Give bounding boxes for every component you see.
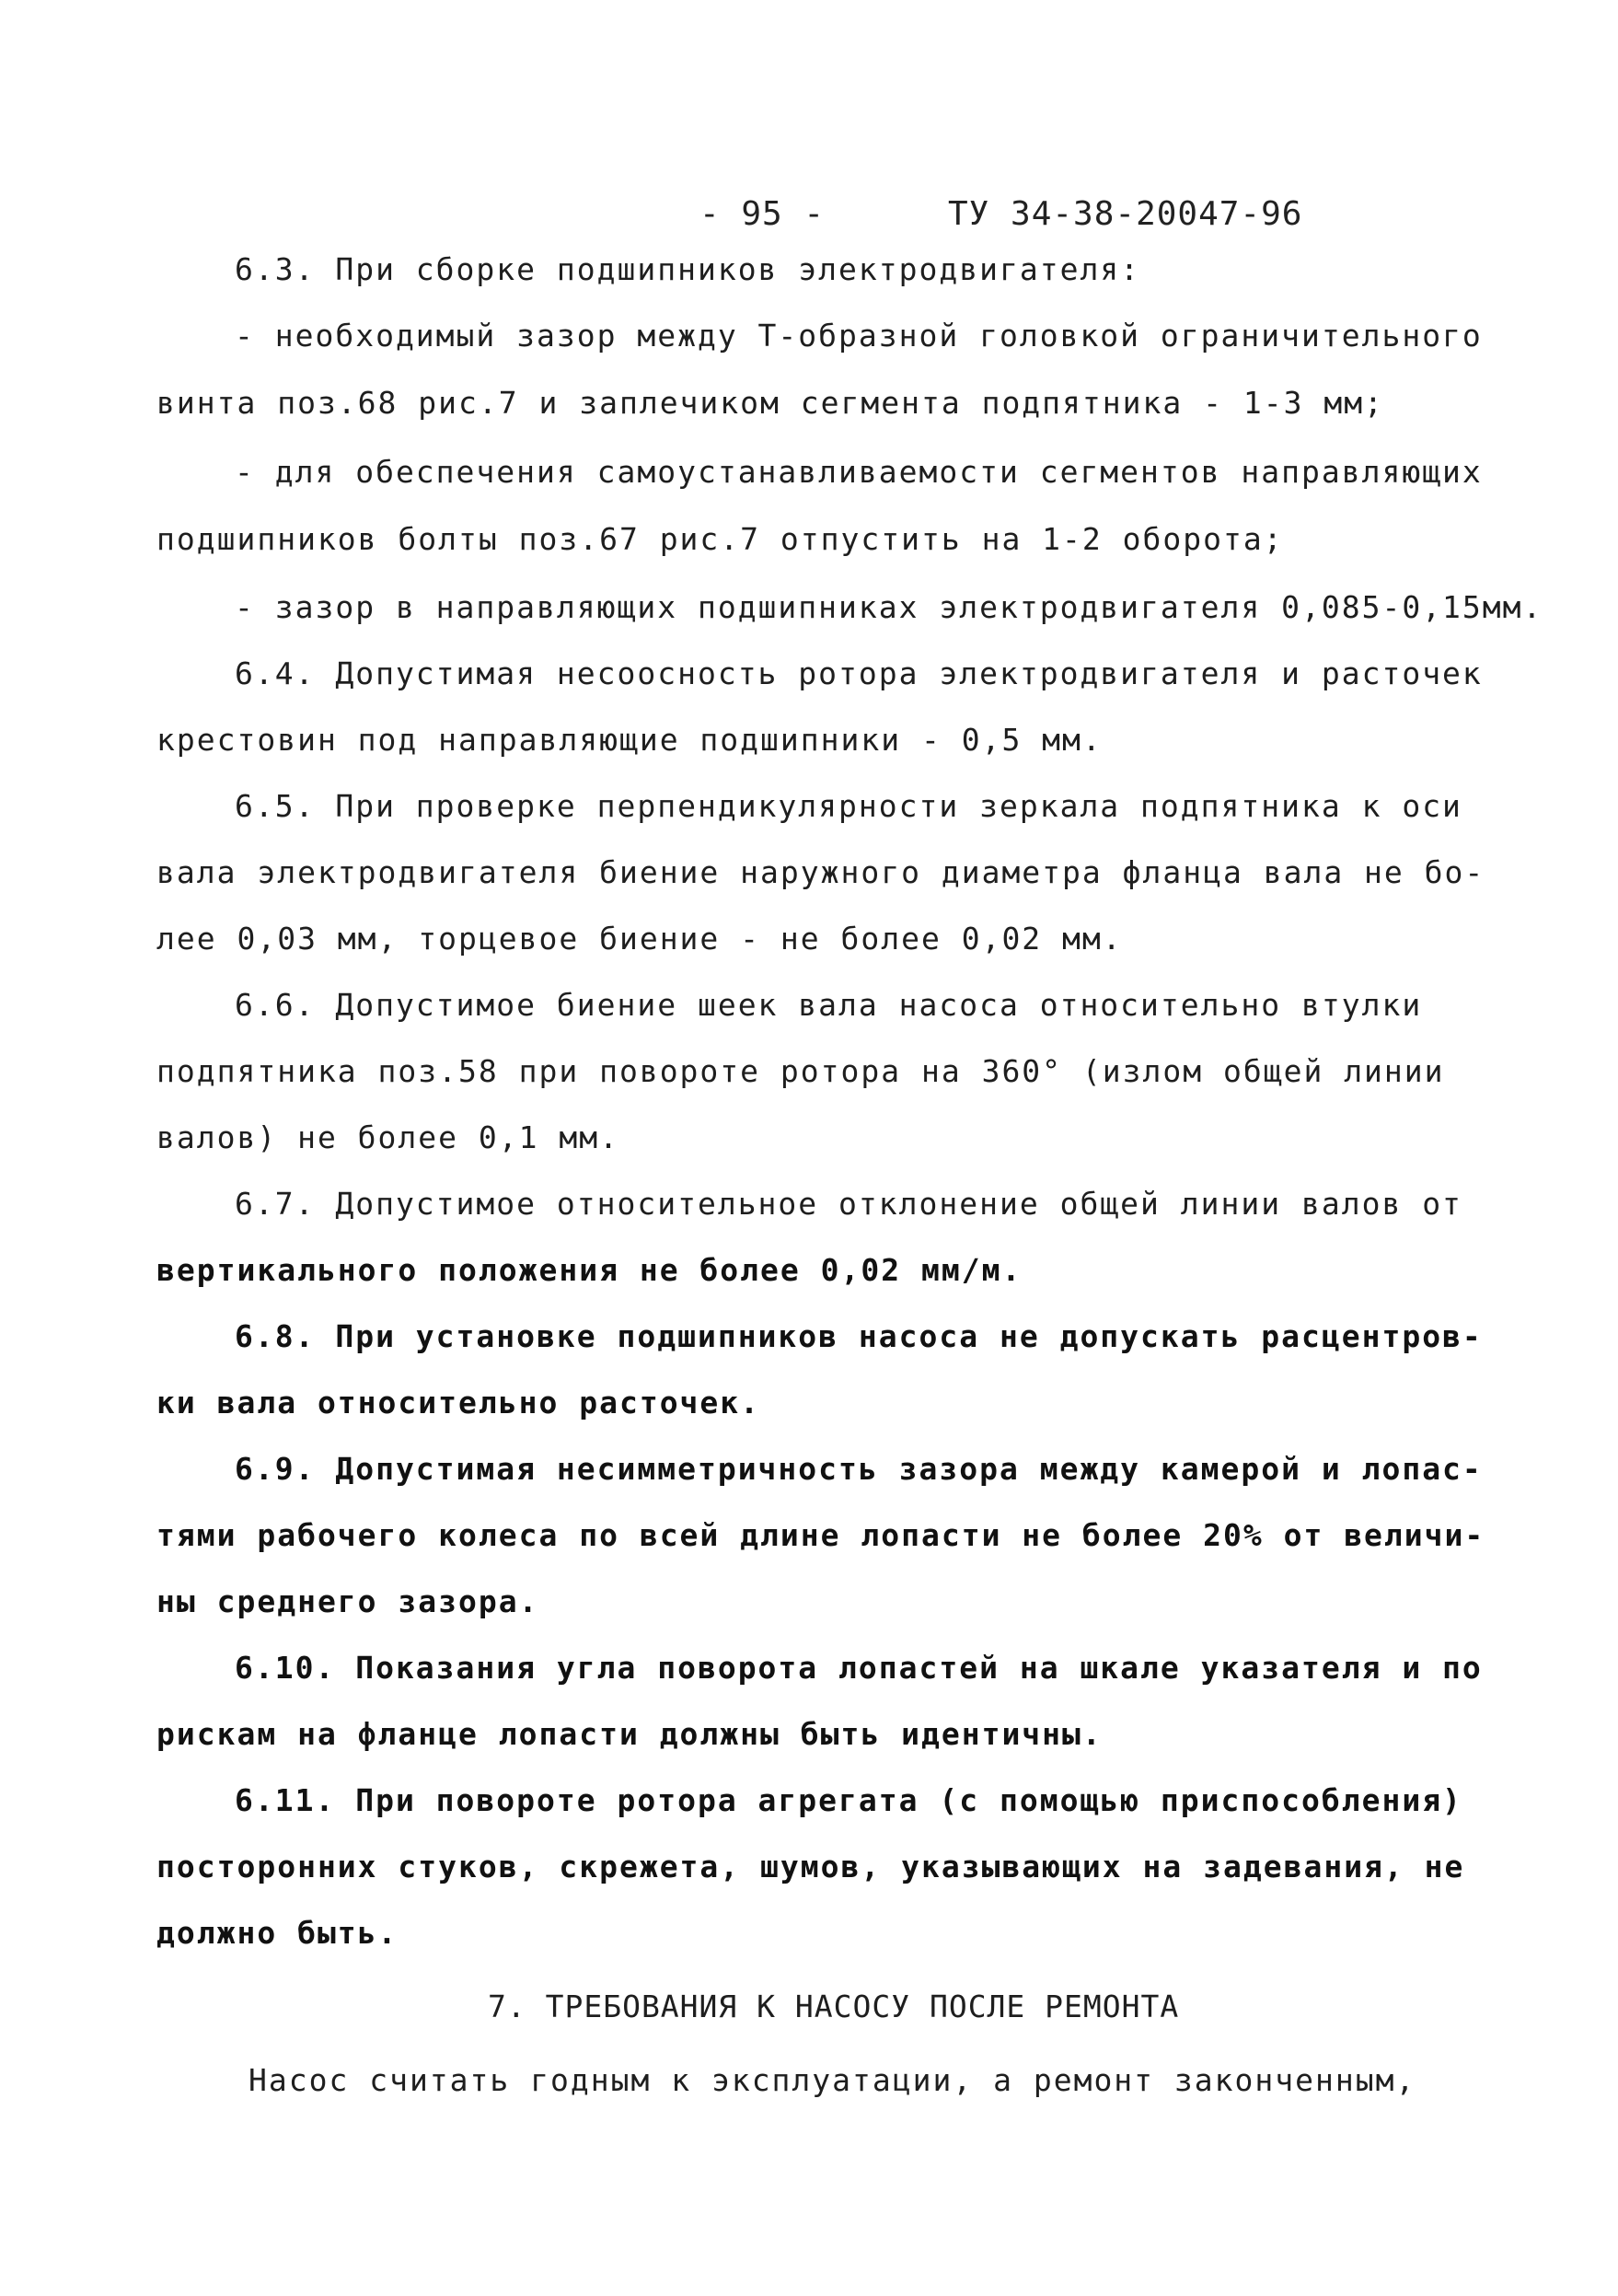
paragraph-line: должно быть. xyxy=(156,1915,399,1951)
paragraph-line: 6.3. При сборке подшипников электродвигателя: xyxy=(235,251,1141,287)
paragraph-line: - для обеспечения самоустанавливаемости сегментов направляющих xyxy=(235,454,1483,490)
paragraph-line: 6.5. При проверке перпендикулярности зеркала подпятника к оси xyxy=(235,788,1462,824)
paragraph-line: лее 0,03 мм, торцевое биение - не более 0,02 мм. xyxy=(156,921,1123,957)
paragraph-line: - необходимый зазор между Т-образной головкой ограничительного xyxy=(235,318,1483,354)
paragraph-line: 6.8. При установке подшипников насоса не допускать расцентров- xyxy=(235,1318,1483,1354)
paragraph-line: 6.9. Допустимая несимметричность зазора между камерой и лопас- xyxy=(235,1451,1483,1487)
document-code: ТУ 34-38-20047-96 xyxy=(948,195,1303,233)
paragraph-line: рискам на фланце лопасти должны быть идентичны. xyxy=(156,1716,1103,1752)
paragraph-line: ны среднего зазора. xyxy=(156,1583,539,1619)
paragraph-line: крестовин под направляющие подшипники - 0,5 мм. xyxy=(156,722,1103,758)
paragraph-line: 6.6. Допустимое биение шеек вала насоса относительно втулки xyxy=(235,987,1423,1023)
section-heading: 7. ТРЕБОВАНИЯ К НАСОСУ ПОСЛЕ РЕМОНТА xyxy=(488,1989,1180,2024)
paragraph-line: тями рабочего колеса по всей длине лопасти не более 20% от величи- xyxy=(156,1517,1485,1553)
page-header xyxy=(699,195,1302,233)
paragraph-line: винта поз.68 рис.7 и заплечиком сегмента подпятника - 1-3 мм; xyxy=(156,385,1384,421)
paragraph-line: вала электродвигателя биение наружного диаметра фланца вала не бо- xyxy=(156,854,1485,890)
paragraph-line: посторонних стуков, скрежета, шумов, указывающих на задевания, не xyxy=(156,1849,1465,1884)
paragraph-line: подпятника поз.58 при повороте ротора на 360° (излом общей линии xyxy=(156,1053,1445,1089)
paragraph-line: - зазор в направляющих подшипниках электродвигателя 0,085-0,15мм. xyxy=(235,589,1543,625)
paragraph-line: 6.11. При повороте ротора агрегата (с помощью приспособления) xyxy=(235,1782,1462,1818)
paragraph-line: ки вала относительно расточек. xyxy=(156,1385,761,1421)
paragraph-line: Насос считать годным к эксплуатации, а ремонт законченным, xyxy=(248,2062,1416,2098)
page-number: - 95 - xyxy=(699,195,826,233)
paragraph-line: валов) не более 0,1 мм. xyxy=(156,1119,619,1155)
paragraph-line: 6.10. Показания угла поворота лопастей на шкале указателя и по xyxy=(235,1650,1483,1686)
paragraph-line: вертикального положения не более 0,02 мм/м. xyxy=(156,1252,1023,1288)
paragraph-line: 6.7. Допустимое относительное отклонение общей линии валов от xyxy=(235,1186,1462,1222)
paragraph-line: подшипников болты поз.67 рис.7 отпустить на 1-2 оборота; xyxy=(156,521,1284,557)
paragraph-line: 6.4. Допустимая несоосность ротора электродвигателя и расточек xyxy=(235,655,1483,691)
